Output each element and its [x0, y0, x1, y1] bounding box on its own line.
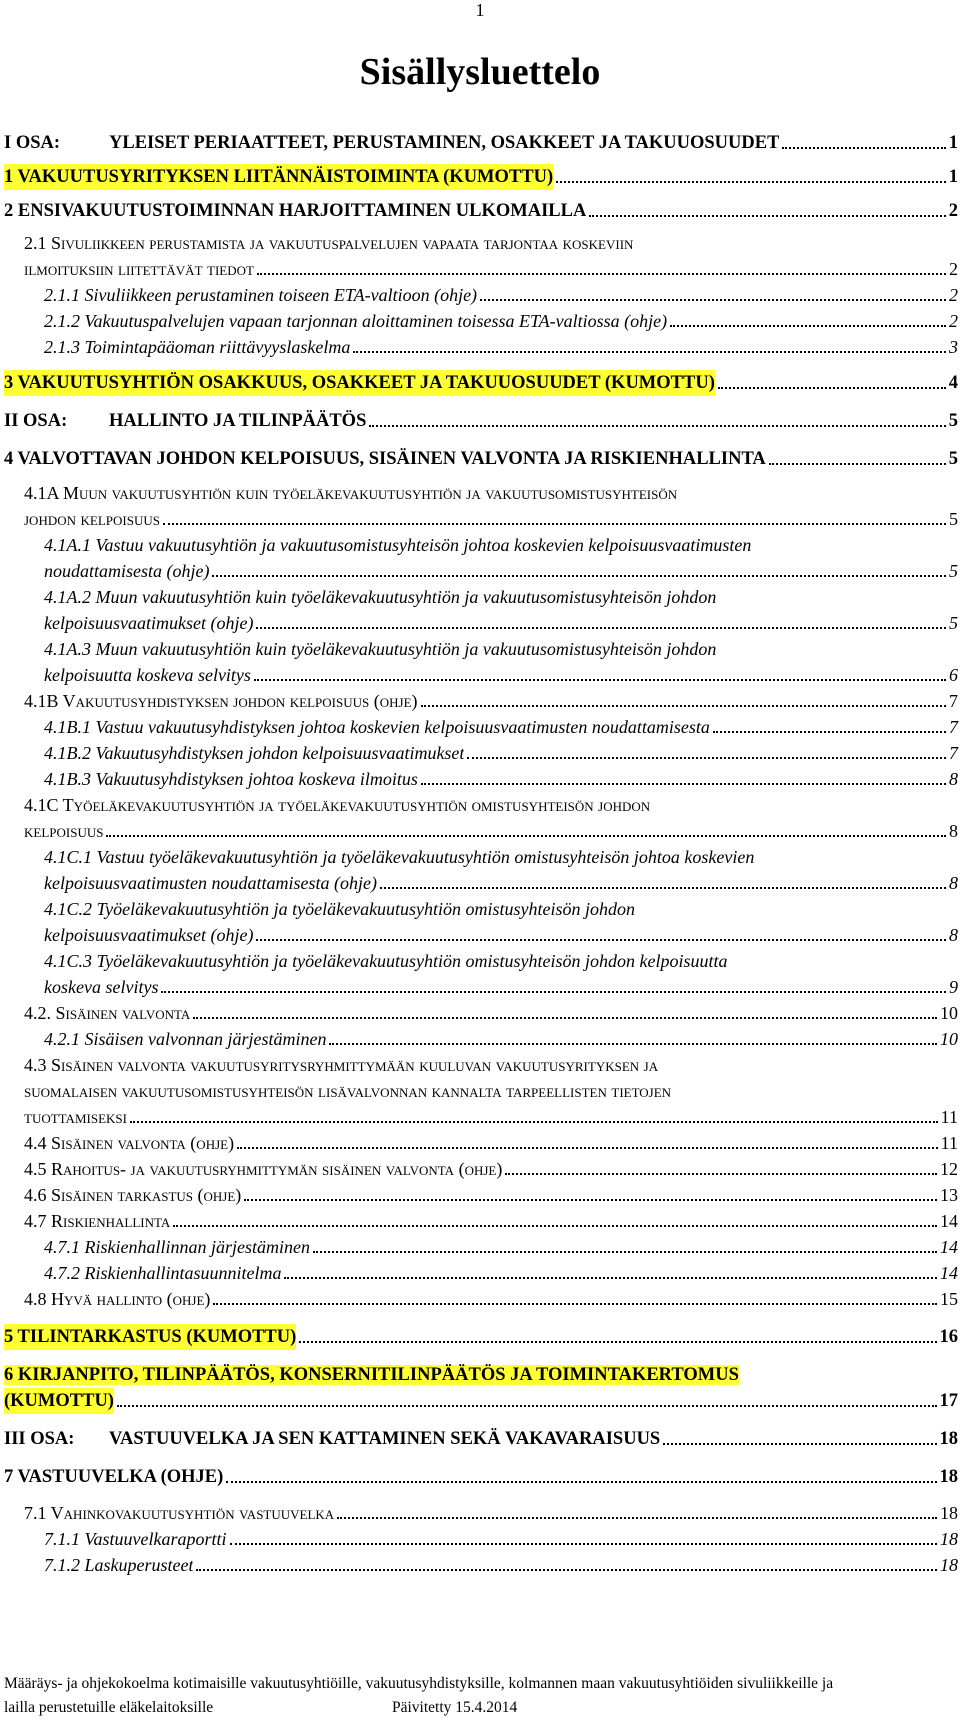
dot-leader: [480, 299, 946, 301]
dot-leader: [244, 1199, 937, 1201]
toc-entry-4-1c-3[interactable]: [44, 974, 958, 1000]
page-ref: 5: [949, 613, 958, 633]
page-ref: 18: [940, 1529, 958, 1549]
page-ref: 14: [940, 1263, 958, 1283]
part-number: I OSA:: [4, 133, 61, 153]
dot-leader: [713, 731, 946, 733]
entry-label: 2 ENSIVAKUUTUSTOIMINNAN HARJOITTAMINEN ULKOMAILLA: [4, 201, 587, 221]
page-ref: 5: [948, 411, 958, 431]
page-ref: 18: [939, 1429, 958, 1449]
entry-label: 4.1B.2 Vakuutusyhdistyksen johdon kelpoisuusvaatimukset: [44, 743, 465, 763]
page-ref: 8: [949, 925, 958, 945]
toc-entry-4-3-line1[interactable]: 4.3 Sisäinen valvonta vakuutusyritysryhmittymään kuuluvan vakuutusyrityksen ja: [24, 1055, 659, 1075]
page-ref: 14: [940, 1237, 958, 1257]
entry-label: 4.2. Sisäinen valvonta: [24, 1003, 191, 1023]
toc-entry-4-1c-line1[interactable]: 4.1C Työeläkevakuutusyhtiön ja työeläkevakuutusyhtiön omistusyhteisön johdon: [24, 795, 651, 815]
entry-label: kelpoisuusvaatimukset (ohje): [44, 613, 254, 633]
toc-entry-4-1c-1-line1[interactable]: 4.1C.1 Vastuu työeläkevakuutusyhtiön ja työeläkevakuutusyhtiön omistusyhteisön johtoa koskevien: [44, 847, 755, 867]
dot-leader: [313, 1251, 937, 1253]
dot-leader: [467, 757, 946, 759]
toc-entry-2-1-3[interactable]: [44, 334, 958, 360]
dot-leader: [256, 939, 946, 941]
entry-label: noudattamisesta (ohje): [44, 561, 210, 581]
toc-entry-4-1b[interactable]: [24, 688, 958, 714]
page-ref: 10: [940, 1003, 958, 1023]
dot-leader: [106, 835, 946, 837]
entry-label: 1 VAKUUTUSYRITYKSEN LIITÄNNÄISTOIMINTA (KUMOTTU): [4, 164, 553, 190]
page-ref: 17: [939, 1391, 958, 1411]
toc-entry-4-1c-3-line1[interactable]: 4.1C.3 Työeläkevakuutusyhtiön ja työeläkevakuutusyhtiön omistusyhteisön johdon kelpoisuutta: [44, 951, 728, 971]
dot-leader: [237, 1147, 938, 1149]
dot-leader: [556, 181, 946, 183]
part-title: HALLINTO JA TILINPÄÄTÖS: [109, 411, 367, 431]
page-ref: 13: [940, 1185, 958, 1205]
entry-label: 4.7.2 Riskienhallintasuunnitelma: [44, 1263, 282, 1283]
dot-leader: [161, 991, 946, 993]
toc-entry-4-2-1[interactable]: [44, 1026, 958, 1052]
toc-entry-4-1c-1[interactable]: [44, 870, 958, 896]
dot-leader: [130, 1121, 938, 1123]
entry-label: 4.7.1 Riskienhallinnan järjestäminen: [44, 1237, 310, 1257]
page-ref: 2: [949, 285, 958, 305]
page-ref: 2: [948, 201, 958, 221]
page-ref: 7: [949, 743, 958, 763]
page-ref: 1: [948, 133, 958, 153]
entry-label: 4.1B Vakuutusyhdistyksen johdon kelpoisuus (ohje): [24, 691, 418, 711]
dot-leader: [117, 1405, 937, 1407]
page-ref: 16: [939, 1327, 958, 1347]
page-ref: 5: [948, 449, 958, 469]
page-ref: 4: [948, 373, 958, 393]
part-number: II OSA:: [4, 411, 68, 431]
toc-entry-6[interactable]: [4, 1388, 958, 1414]
entry-label: 7.1.1 Vastuuvelkaraportti: [44, 1529, 227, 1549]
dot-leader: [718, 387, 946, 389]
toc-part-1[interactable]: [4, 130, 958, 156]
page-ref: 11: [940, 1107, 958, 1127]
dot-leader: [505, 1173, 937, 1175]
dot-leader: [299, 1341, 936, 1343]
toc-entry-4-1c-2[interactable]: [44, 922, 958, 948]
dot-leader: [193, 1017, 937, 1019]
toc-entry-2-1-1[interactable]: [44, 282, 958, 308]
page-ref: 12: [940, 1159, 958, 1179]
toc-entry-4-6[interactable]: [24, 1182, 958, 1208]
entry-label: 2.1.3 Toimintapääoman riittävyyslaskelma: [44, 337, 351, 357]
toc-entry-1[interactable]: [4, 164, 958, 190]
dot-leader: [213, 1303, 937, 1305]
part-number: III OSA:: [4, 1429, 75, 1449]
dot-leader: [256, 627, 946, 629]
page-number: 1: [475, 0, 485, 20]
page-ref: 8: [949, 769, 958, 789]
dot-leader: [196, 1569, 937, 1571]
toc-entry-4-3[interactable]: [24, 1104, 958, 1130]
entry-label: 7.1.2 Laskuperusteet: [44, 1555, 194, 1575]
page-ref: 1: [948, 167, 958, 187]
toc-entry-4-7-2[interactable]: [44, 1260, 958, 1286]
page-ref: 11: [940, 1133, 958, 1153]
toc-entry-4-1a-3-line1[interactable]: 4.1A.3 Muun vakuutusyhtiön kuin työeläkevakuutusyhtiön ja vakuutusomistusyhteisön johdon: [44, 639, 717, 659]
page-ref: 5: [949, 509, 958, 529]
dot-leader: [284, 1277, 937, 1279]
entry-label: 7.1 Vahinkovakuutusyhtiön vastuuvelka: [24, 1503, 335, 1523]
entry-label: 3 VAKUUTUSYHTIÖN OSAKKUUS, OSAKKEET JA TAKUUOSUUDET (KUMOTTU): [4, 370, 715, 396]
toc-entry-4-1a-1-line1[interactable]: 4.1A.1 Vastuu vakuutusyhtiön ja vakuutusomistusyhteisön johtoa koskevien kelpoisuusvaatimusten: [44, 535, 752, 555]
toc-entry-2-1[interactable]: [24, 256, 958, 282]
toc-entry-4-2[interactable]: [24, 1000, 958, 1026]
page-ref: 5: [949, 561, 958, 581]
toc-entry-4-1b-1[interactable]: [44, 714, 958, 740]
dot-leader: [589, 215, 945, 217]
dot-leader: [769, 463, 946, 465]
footer-updated: Päivitetty 15.4.2014: [392, 1699, 518, 1716]
entry-label: tuottamiseksi: [24, 1107, 127, 1127]
page-ref: 6: [949, 665, 958, 685]
toc-entry-4-3-line2[interactable]: suomalaisen vakuutusomistusyhteisön lisävalvonnan kannalta tarpeellisten tietojen: [24, 1081, 672, 1101]
toc-entry-4-1b-2[interactable]: [44, 740, 958, 766]
dot-leader: [380, 887, 946, 889]
dot-leader: [329, 1043, 937, 1045]
entry-label: 5 TILINTARKASTUS (KUMOTTU): [4, 1324, 296, 1350]
toc-entry-4-1a-3[interactable]: [44, 662, 958, 688]
page-ref: 18: [940, 1503, 958, 1523]
toc-entry-2[interactable]: [4, 198, 958, 224]
page-ref: 8: [949, 821, 958, 841]
entry-label: kelpoisuusvaatimusten noudattamisesta (ohje): [44, 873, 377, 893]
dot-leader: [163, 523, 946, 525]
dot-leader: [369, 425, 945, 427]
entry-label: 4.2.1 Sisäisen valvonnan järjestäminen: [44, 1029, 327, 1049]
page-ref: 18: [940, 1555, 958, 1575]
footer-publisher: lailla perustetuille eläkelaitoksille: [4, 1699, 214, 1716]
toc-entry-7[interactable]: [4, 1464, 958, 1490]
entry-label: 4.7 Riskienhallinta: [24, 1211, 171, 1231]
page-ref: 9: [949, 977, 958, 997]
page-ref: 14: [940, 1211, 958, 1231]
entry-label: kelpoisuusvaatimukset (ohje): [44, 925, 254, 945]
dot-leader: [670, 325, 946, 327]
toc-part-2[interactable]: [4, 408, 958, 434]
dot-leader: [257, 273, 946, 275]
toc-entry-4-7[interactable]: [24, 1208, 958, 1234]
entry-label: 4.4 Sisäinen valvonta (ohje): [24, 1133, 235, 1153]
toc-entry-5[interactable]: [4, 1324, 958, 1350]
entry-label: 7 VASTUUVELKA (OHJE): [4, 1467, 224, 1487]
dot-leader: [173, 1225, 937, 1227]
entry-label: kelpoisuutta koskeva selvitys: [44, 665, 251, 685]
entry-label: 4 VALVOTTAVAN JOHDON KELPOISUUS, SISÄINEN VALVONTA JA RISKIENHALLINTA: [4, 449, 766, 469]
page-ref: 8: [949, 873, 958, 893]
dot-leader: [337, 1517, 937, 1519]
page-ref: 2: [949, 259, 958, 279]
page-title: Sisällysluettelo: [359, 51, 601, 93]
toc-entry-7-1-1[interactable]: [44, 1526, 958, 1552]
entry-label: 4.8 Hyvä hallinto (ohje): [24, 1289, 211, 1309]
dot-leader: [782, 147, 945, 149]
page-ref: 18: [939, 1467, 958, 1487]
toc-entry-4-7-1[interactable]: [44, 1234, 958, 1260]
toc-entry-7-1[interactable]: [24, 1500, 958, 1526]
toc-entry-2-1-line1[interactable]: 2.1 Sivuliikkeen perustamista ja vakuutuspalvelujen vapaata tarjontaa koskeviin: [24, 233, 634, 253]
entry-label: 2.1.1 Sivuliikkeen perustaminen toiseen ETA-valtioon (ohje): [44, 285, 478, 305]
toc-entry-4-1a-line1[interactable]: 4.1A Muun vakuutusyhtiön kuin työeläkevakuutusyhtiön ja vakuutusomistusyhteisön: [24, 483, 678, 503]
toc-entry-3[interactable]: [4, 370, 958, 396]
part-title: YLEISET PERIAATTEET, PERUSTAMINEN, OSAKKEET JA TAKUUOSUUDET: [109, 133, 780, 153]
entry-label: 2.1.2 Vakuutuspalvelujen vapaan tarjonnan aloittaminen toisessa ETA-valtiossa (ohje): [44, 311, 668, 331]
entry-label: johdon kelpoisuus: [24, 509, 160, 529]
entry-label: kelpoisuus: [24, 821, 104, 841]
toc-entry-7-1-2[interactable]: [44, 1552, 958, 1578]
entry-label: 4.1B.3 Vakuutusyhdistyksen johtoa koskeva ilmoitus: [44, 769, 418, 789]
toc-entry-4-1c-2-line1[interactable]: 4.1C.2 Työeläkevakuutusyhtiön ja työeläkevakuutusyhtiön omistusyhteisön johdon: [44, 899, 636, 919]
toc-entry-4-4[interactable]: [24, 1130, 958, 1156]
footer-line-2: [0, 1696, 960, 1720]
entry-label: ilmoituksiin liitettävät tiedot: [24, 259, 254, 279]
page-ref: 2: [949, 311, 958, 331]
dot-leader: [212, 575, 946, 577]
page-ref: 15: [940, 1289, 958, 1309]
entry-label: 4.5 Rahoitus- ja vakuutusryhmittymän sisäinen valvonta (ohje): [24, 1159, 503, 1179]
entry-label: 4.1B.1 Vastuu vakuutusyhdistyksen johtoa koskevien kelpoisuusvaatimusten noudattamisesta: [44, 717, 710, 737]
dot-leader: [226, 1481, 936, 1483]
toc-entry-2-1-2[interactable]: [44, 308, 958, 334]
entry-label: 4.6 Sisäinen tarkastus (ohje): [24, 1185, 242, 1205]
toc-entry-4-1b-3[interactable]: [44, 766, 958, 792]
toc-entry-4-1a[interactable]: [24, 506, 958, 532]
page-ref: 7: [949, 717, 958, 737]
toc-entry-4[interactable]: [4, 446, 958, 472]
toc-entry-4-1a-2-line1[interactable]: 4.1A.2 Muun vakuutusyhtiön kuin työeläkevakuutusyhtiön ja vakuutusomistusyhteisön johdon: [44, 587, 717, 607]
page-footer: [0, 1672, 960, 1720]
dot-leader: [230, 1543, 938, 1545]
toc-entry-4-8[interactable]: [24, 1286, 958, 1312]
toc-entry-6-line1[interactable]: [4, 1362, 739, 1388]
page-ref: 7: [949, 691, 958, 711]
footer-line-1: Määräys- ja ohjekokoelma kotimaisille vakuutusyhtiöille, vakuutusyhdistyksille, kolmannen maan vakuutusyhtiöiden sivuliikkeille ja: [4, 1675, 834, 1692]
part-title: VASTUUVELKA JA SEN KATTAMINEN SEKÄ VAKAVARAISUUS: [109, 1429, 661, 1449]
toc-entry-4-1a-1[interactable]: [44, 558, 958, 584]
entry-label-line1: 6 KIRJANPITO, TILINPÄÄTÖS, KONSERNITILINPÄÄTÖS JA TOIMINTAKERTOMUS: [4, 1365, 739, 1385]
dot-leader: [421, 783, 946, 785]
entry-label: koskeva selvitys: [44, 977, 159, 997]
toc-part-3[interactable]: [4, 1426, 958, 1452]
page-ref: 10: [940, 1029, 958, 1049]
toc-entry-4-1a-2[interactable]: [44, 610, 958, 636]
dot-leader: [421, 705, 946, 707]
entry-label: (KUMOTTU): [4, 1388, 114, 1414]
page-ref: 3: [949, 337, 958, 357]
dot-leader: [663, 1443, 936, 1445]
toc-entry-4-5[interactable]: [24, 1156, 958, 1182]
toc-entry-4-1c[interactable]: [24, 818, 958, 844]
dot-leader: [254, 679, 946, 681]
dot-leader: [353, 351, 946, 353]
